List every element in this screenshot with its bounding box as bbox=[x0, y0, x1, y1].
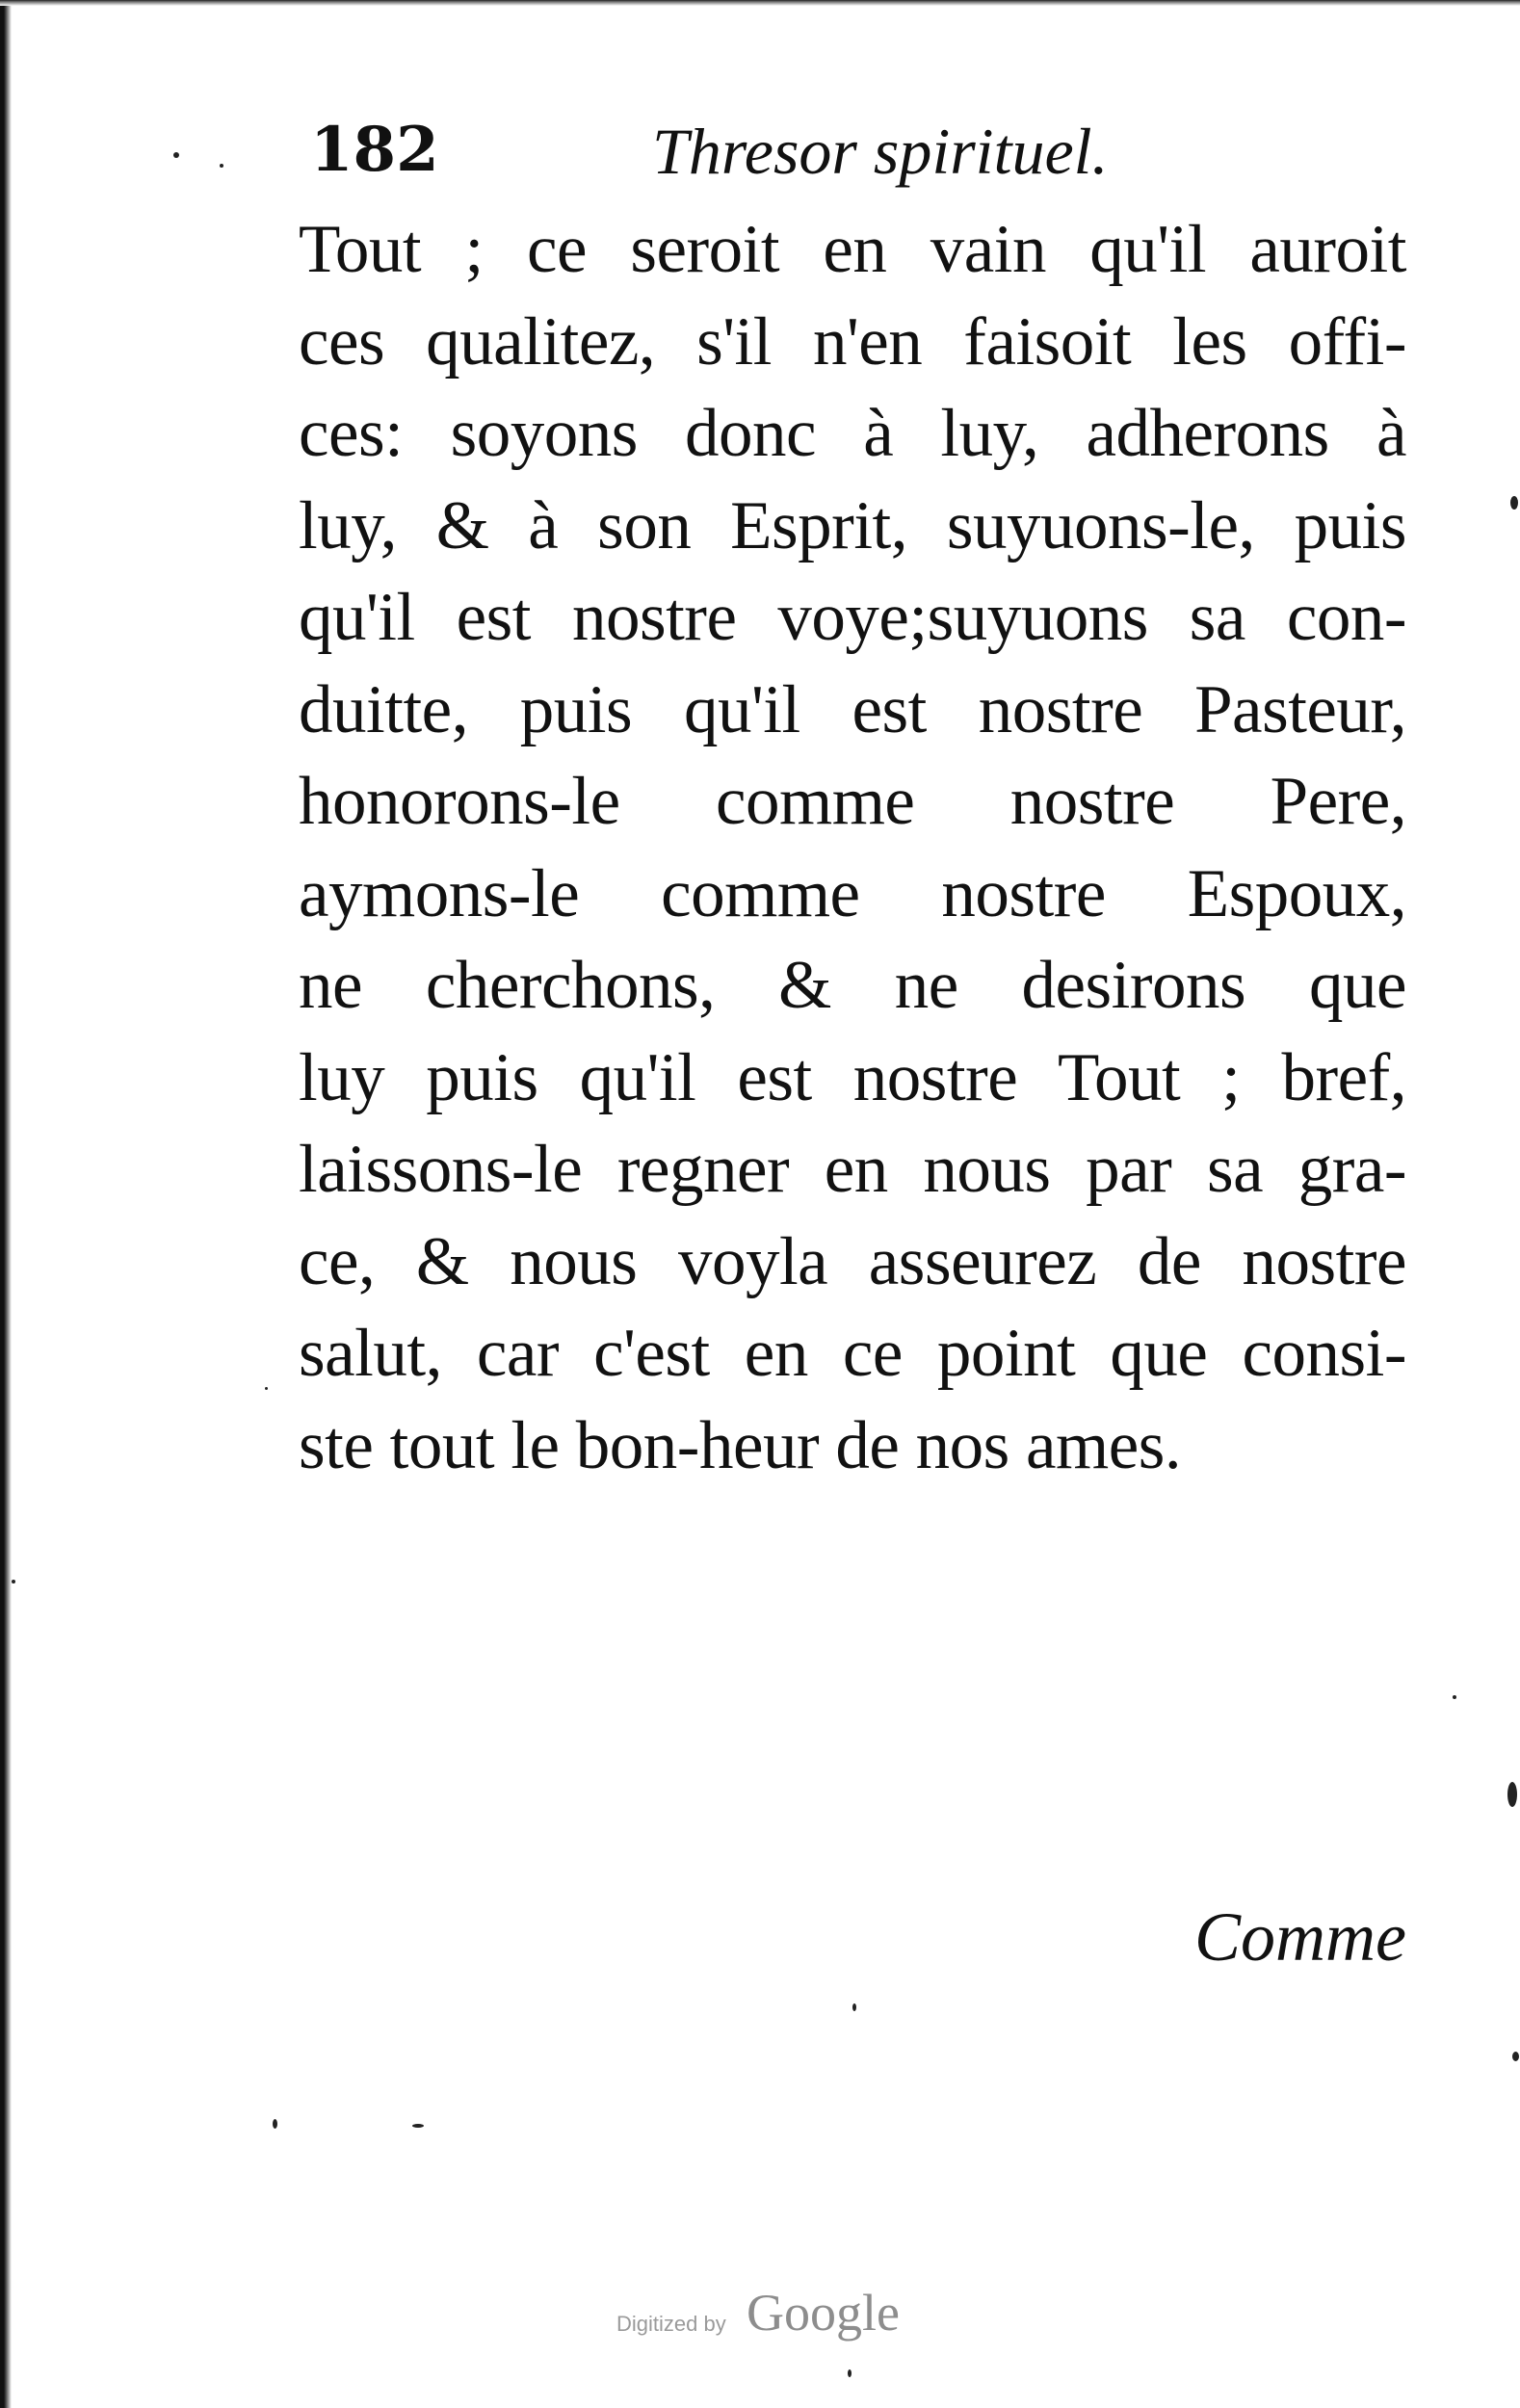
text-line: ces: soyons donc à luy, adherons à bbox=[299, 396, 1406, 471]
scan-speck bbox=[1453, 1695, 1456, 1699]
scan-speck bbox=[1510, 496, 1518, 510]
page-number: 182 bbox=[310, 114, 439, 186]
scan-speck bbox=[273, 2119, 277, 2129]
text-line: aymons-le comme nostre Espoux, bbox=[299, 855, 1406, 931]
text-line: ces qualitez, s'il n'en faisoit les offi- bbox=[299, 303, 1406, 380]
scan-speck bbox=[12, 1580, 15, 1584]
text-line: qu'il est nostre voye;suyuons sa con- bbox=[299, 580, 1406, 655]
page-header bbox=[310, 114, 1399, 200]
text-line: luy, & à son Esprit, suyuons-le, puis bbox=[299, 487, 1406, 563]
scan-speck bbox=[265, 1387, 268, 1390]
text-line: honorons-le comme nostre Pere, bbox=[299, 764, 1406, 839]
scan-speck bbox=[412, 2124, 424, 2128]
text-line: ste tout le bon-heur de nos ames. bbox=[299, 1407, 1182, 1483]
google-logo: Google bbox=[747, 2284, 900, 2342]
text-line: Tout ; ce seroit en vain qu'il auroit bbox=[299, 212, 1406, 287]
running-title: Thresor spirituel. bbox=[652, 115, 1109, 188]
text-line: salut, car c'est en ce point que consi- bbox=[299, 1316, 1406, 1391]
scan-speck bbox=[852, 2003, 856, 2011]
scan-speck bbox=[1507, 1782, 1517, 1807]
text-line: ce, & nous voyla asseurez de nostre bbox=[299, 1223, 1406, 1299]
scan-speck bbox=[848, 2369, 852, 2377]
digitized-watermark bbox=[616, 2283, 944, 2350]
scan-speck bbox=[173, 152, 179, 158]
scan-edge-top bbox=[0, 0, 1520, 6]
text-line: laissons-le regner en nous par sa gra- bbox=[299, 1132, 1406, 1207]
scan-speck bbox=[1512, 2052, 1519, 2061]
text-line: duitte, puis qu'il est nostre Pasteur, bbox=[299, 671, 1406, 747]
body-text bbox=[299, 204, 1406, 1492]
text-line: luy puis qu'il est nostre Tout ; bref, bbox=[299, 1039, 1406, 1115]
scan-speck bbox=[220, 164, 223, 168]
digitized-by-label: Digitized by bbox=[616, 2312, 726, 2336]
catchword: Comme bbox=[1194, 1898, 1406, 1976]
scan-edge-left bbox=[0, 0, 12, 2408]
text-line: ne cherchons, & ne desirons que bbox=[299, 948, 1406, 1023]
